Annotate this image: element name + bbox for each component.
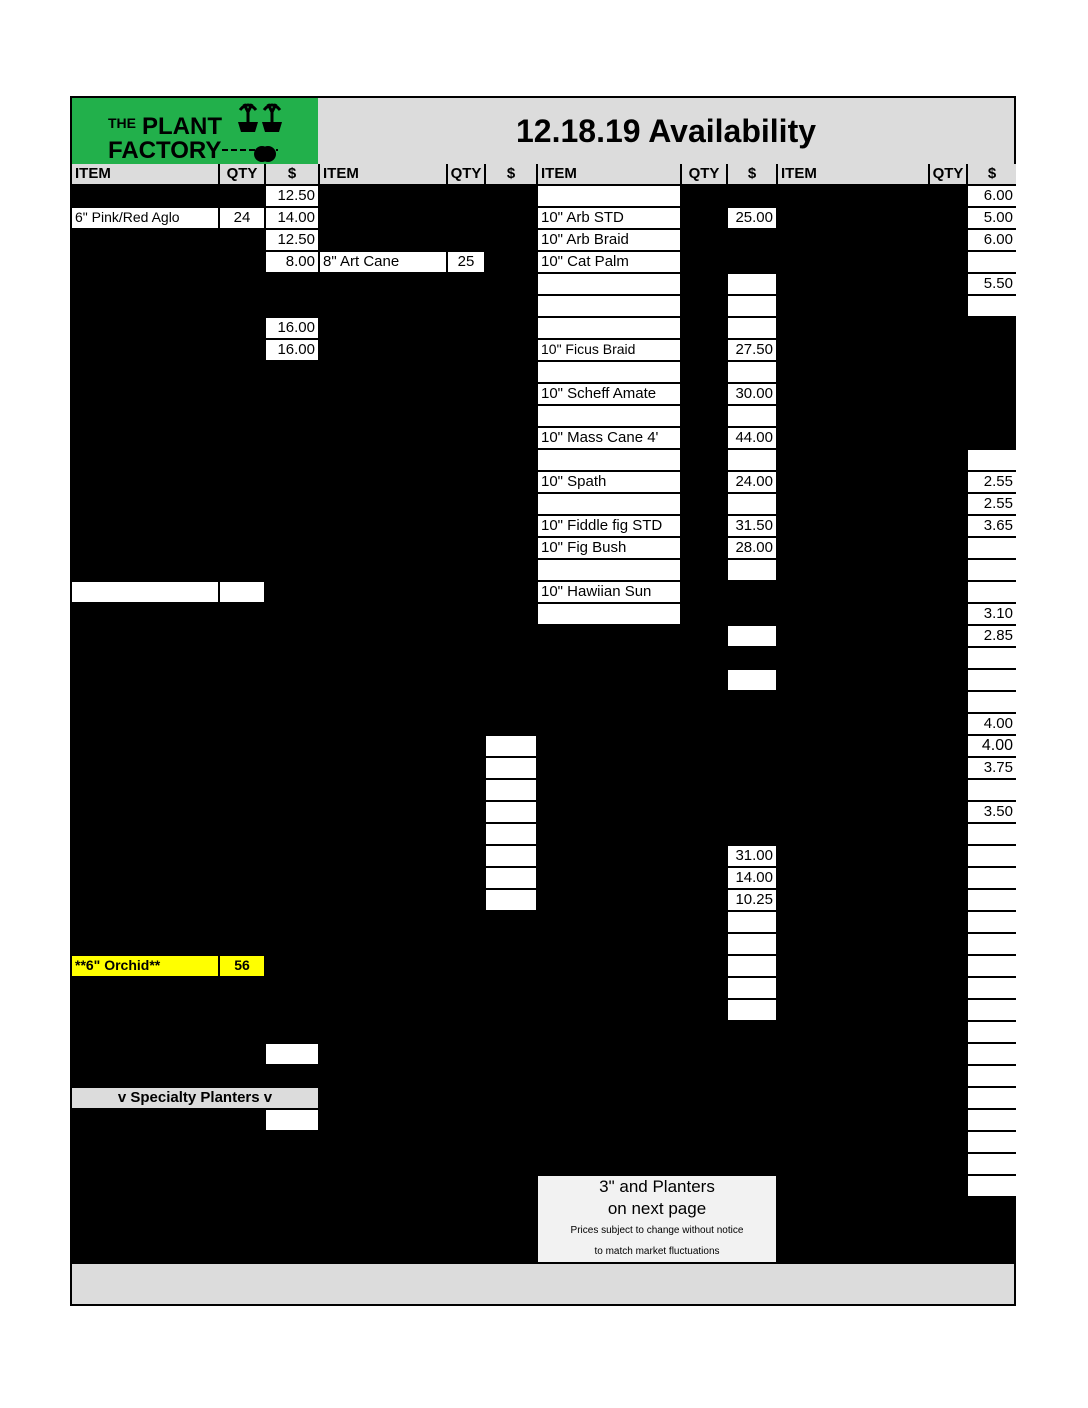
empty-cell (968, 648, 1016, 668)
price-cell: 31.00 (728, 846, 776, 866)
next-page-note (538, 1176, 776, 1262)
col1-item-header: ITEM (72, 164, 218, 184)
item-cell: 10" Arb STD (538, 208, 680, 228)
empty-cell (968, 538, 1016, 558)
item-cell: 10" Cat Palm (538, 252, 680, 272)
empty-cell (968, 846, 1016, 866)
empty-cell (968, 670, 1016, 690)
empty-cell (968, 1000, 1016, 1020)
empty-cell (728, 494, 776, 514)
empty-cell (728, 1000, 776, 1020)
col3-price-header: $ (728, 164, 776, 184)
empty-cell (968, 890, 1016, 910)
col2-price-header: $ (486, 164, 536, 184)
price-cell: 12.50 (266, 186, 318, 206)
empty-cell (968, 956, 1016, 976)
col4-qty-header: QTY (930, 164, 966, 184)
item-cell: 10" Ficus Braid (538, 340, 680, 360)
note-line-1: 3" and Planters (599, 1177, 715, 1196)
empty-cell (968, 1132, 1016, 1152)
empty-cell (538, 318, 680, 338)
col4-item-header: ITEM (778, 164, 928, 184)
palm-tree-icon (238, 104, 258, 132)
price-cell: 31.50 (728, 516, 776, 536)
price-cell: 3.65 (968, 516, 1016, 536)
palm-tree-icon (262, 104, 282, 132)
footer-bar (72, 1264, 1014, 1304)
empty-cell (728, 362, 776, 382)
price-cell: 5.00 (968, 208, 1016, 228)
empty-cell (266, 1044, 318, 1064)
price-cell: 27.50 (728, 340, 776, 360)
price-cell: 24.00 (728, 472, 776, 492)
empty-cell (728, 274, 776, 294)
price-cell: 12.50 (266, 230, 318, 250)
empty-cell (968, 934, 1016, 954)
empty-cell (728, 626, 776, 646)
empty-cell (538, 560, 680, 580)
empty-cell (968, 450, 1016, 470)
price-cell: 2.55 (968, 472, 1016, 492)
price-cell: 14.00 (728, 868, 776, 888)
empty-cell (486, 890, 536, 910)
price-cell: 30.00 (728, 384, 776, 404)
empty-cell (968, 780, 1016, 800)
empty-cell (538, 274, 680, 294)
orchid-item-cell: **6" Orchid** (72, 956, 218, 976)
empty-cell (728, 978, 776, 998)
price-cell: 10.25 (728, 890, 776, 910)
col1-price-header: $ (266, 164, 318, 184)
price-cell: 28.00 (728, 538, 776, 558)
price-cell: 6.00 (968, 186, 1016, 206)
empty-cell (968, 1022, 1016, 1042)
col3-item-header: ITEM (538, 164, 680, 184)
empty-cell (486, 758, 536, 778)
empty-cell (968, 1066, 1016, 1086)
price-cell: 4.00 (968, 736, 1016, 756)
qty-cell: 24 (220, 208, 264, 228)
empty-cell (968, 1110, 1016, 1130)
empty-cell (728, 560, 776, 580)
price-cell: 4.00 (968, 714, 1016, 734)
empty-cell (968, 560, 1016, 580)
empty-cell (968, 1176, 1016, 1196)
empty-cell (220, 582, 264, 602)
empty-cell (538, 296, 680, 316)
logo-factory: FACTORY (108, 137, 222, 164)
price-cell: 16.00 (266, 340, 318, 360)
note-line-4: to match market fluctuations (594, 1246, 720, 1257)
empty-cell (538, 450, 680, 470)
empty-cell (728, 296, 776, 316)
price-cell: 3.50 (968, 802, 1016, 822)
item-cell: 10" Fig Bush (538, 538, 680, 558)
empty-cell (266, 1110, 318, 1130)
empty-cell (538, 604, 680, 624)
empty-cell (538, 494, 680, 514)
logo-plant: PLANT (142, 113, 222, 140)
empty-cell (486, 736, 536, 756)
col2-item-header: ITEM (320, 164, 446, 184)
empty-cell (728, 318, 776, 338)
col2-qty-header: QTY (448, 164, 484, 184)
price-cell: 16.00 (266, 318, 318, 338)
price-cell: 25.00 (728, 208, 776, 228)
empty-cell (968, 252, 1016, 272)
item-cell: 6" Pink/Red Aglo (72, 208, 218, 228)
price-cell: 2.85 (968, 626, 1016, 646)
logo-graphic (72, 98, 318, 164)
availability-sheet (70, 96, 1016, 1306)
price-cell: 3.75 (968, 758, 1016, 778)
item-cell: 10" Mass Cane 4' (538, 428, 680, 448)
empty-cell (72, 582, 218, 602)
price-cell: 5.50 (968, 274, 1016, 294)
item-cell: 10" Arb Braid (538, 230, 680, 250)
empty-cell (486, 868, 536, 888)
empty-cell (968, 912, 1016, 932)
empty-cell (538, 362, 680, 382)
col1-qty-header: QTY (220, 164, 264, 184)
empty-cell (728, 670, 776, 690)
empty-cell (968, 582, 1016, 602)
note-line-2: on next page (607, 1199, 707, 1218)
col4-price-header: $ (968, 164, 1016, 184)
wheel-icon (260, 146, 276, 162)
empty-cell (968, 296, 1016, 316)
empty-cell (486, 780, 536, 800)
price-cell: 2.55 (968, 494, 1016, 514)
item-cell: 10" Scheff Amate (538, 384, 680, 404)
qty-cell: 25 (448, 252, 484, 272)
logo-the: THE (108, 115, 136, 131)
item-cell: 10" Hawiian Sun (538, 582, 680, 602)
price-cell: 3.10 (968, 604, 1016, 624)
empty-cell (968, 978, 1016, 998)
empty-cell (968, 868, 1016, 888)
specialty-planters-label: v Specialty Planters v (72, 1088, 318, 1108)
empty-cell (486, 824, 536, 844)
price-cell: 8.00 (266, 252, 318, 272)
col3-qty-header: QTY (682, 164, 726, 184)
empty-cell (968, 1044, 1016, 1064)
item-cell: 8" Art Cane (320, 252, 446, 272)
empty-cell (728, 912, 776, 932)
empty-cell (728, 934, 776, 954)
price-cell: 6.00 (968, 230, 1016, 250)
orchid-qty-cell: 56 (220, 956, 264, 976)
empty-cell (728, 450, 776, 470)
item-cell: 10" Fiddle fig STD (538, 516, 680, 536)
page-title: 12.18.19 Availability (318, 98, 1014, 164)
empty-cell (486, 846, 536, 866)
empty-cell (968, 1154, 1016, 1174)
empty-cell (728, 406, 776, 426)
empty-cell (538, 406, 680, 426)
empty-cell (968, 692, 1016, 712)
item-cell: 10" Spath (538, 472, 680, 492)
note-line-3: Prices subject to change without notice (570, 1225, 744, 1236)
price-cell: 14.00 (266, 208, 318, 228)
empty-cell (968, 1088, 1016, 1108)
plant-factory-logo (72, 98, 318, 164)
price-cell: 44.00 (728, 428, 776, 448)
empty-cell (538, 186, 680, 206)
empty-cell (968, 824, 1016, 844)
empty-cell (486, 802, 536, 822)
empty-cell (728, 956, 776, 976)
